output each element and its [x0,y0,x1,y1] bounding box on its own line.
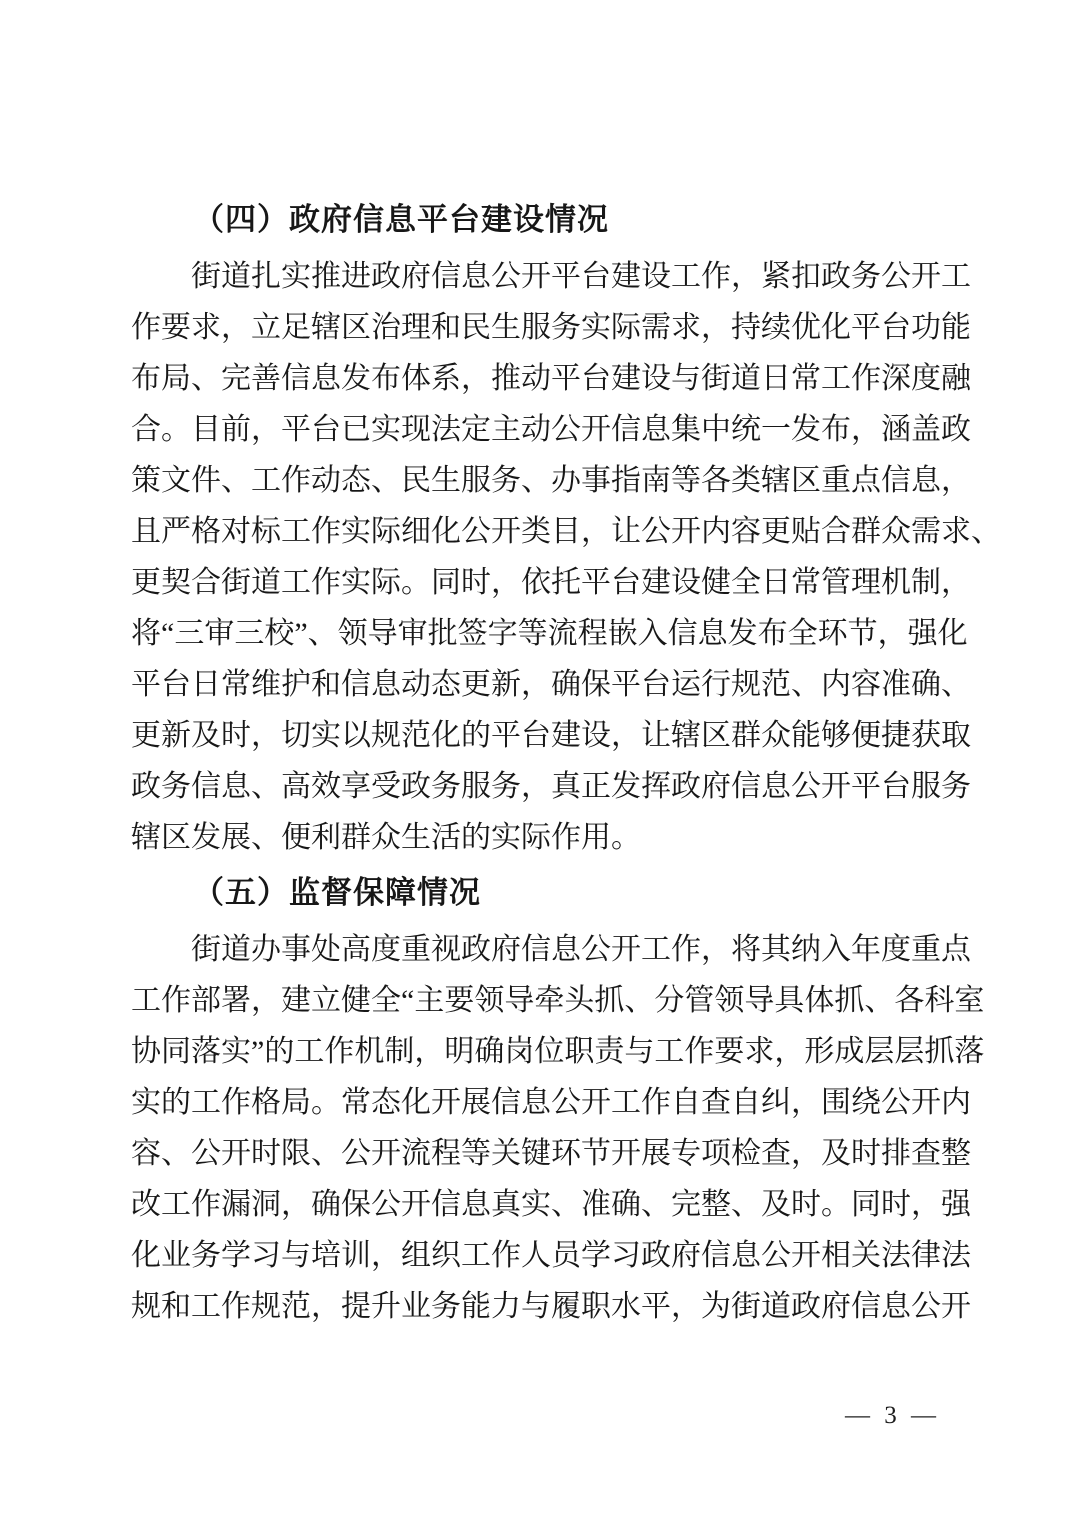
paragraph-line: 街道办事处高度重视政府信息公开工作，将其纳入年度重点 [191,933,971,966]
section-heading-four: （四）政府信息平台建设情况 [193,202,609,237]
paragraph-line: 作要求，立足辖区治理和民生服务实际需求，持续优化平台功能 [131,311,971,344]
paragraph-line: 化业务学习与培训，组织工作人员学习政府信息公开相关法律法 [131,1239,971,1272]
paragraph-line: 容、公开时限、公开流程等关键环节开展专项检查，及时排查整 [131,1137,971,1170]
section-heading-five: （五）监督保障情况 [193,875,481,910]
paragraph-line: 平台日常维护和信息动态更新，确保平台运行规范、内容准确、 [131,668,971,701]
paragraph-line: 规和工作规范，提升业务能力与履职水平，为街道政府信息公开 [131,1290,971,1323]
paragraph-line: 更新及时，切实以规范化的平台建设，让辖区群众能够便捷获取 [131,719,971,752]
paragraph-line: 将“三审三校”、领导审批签字等流程嵌入信息发布全环节，强化 [131,617,968,650]
paragraph-line: 实的工作格局。常态化开展信息公开工作自查自纠，围绕公开内 [131,1086,971,1119]
paragraph-line: 辖区发展、便利群众生活的实际作用。 [131,821,641,854]
paragraph-line: 策文件、工作动态、民生服务、办事指南等各类辖区重点信息， [131,464,971,497]
paragraph-line: 街道扎实推进政府信息公开平台建设工作，紧扣政务公开工 [191,260,971,293]
paragraph-line: 布局、完善信息发布体系，推动平台建设与街道日常工作深度融 [131,362,971,395]
paragraph-line: 更契合街道工作实际。同时，依托平台建设健全日常管理机制， [131,566,971,599]
document-content [131,190,1001,1332]
paragraph-line: 政务信息、高效享受政务服务，真正发挥政府信息公开平台服务 [131,770,971,803]
paragraph-line: 协同落实”的工作机制，明确岗位职责与工作要求，形成层层抓落 [131,1035,985,1068]
paragraph-line: 改工作漏洞，确保公开信息真实、准确、完整、及时。同时，强 [131,1188,971,1221]
paragraph-line: 工作部署，建立健全“主要领导牵头抓、分管领导具体抓、各科室 [131,984,985,1017]
paragraph-line: 且严格对标工作实际细化公开类目，让公开内容更贴合群众需求、 [131,515,1001,548]
page-number: — 3 — [845,1402,940,1429]
paragraph-line: 合。目前，平台已实现法定主动公开信息集中统一发布，涵盖政 [131,413,971,446]
